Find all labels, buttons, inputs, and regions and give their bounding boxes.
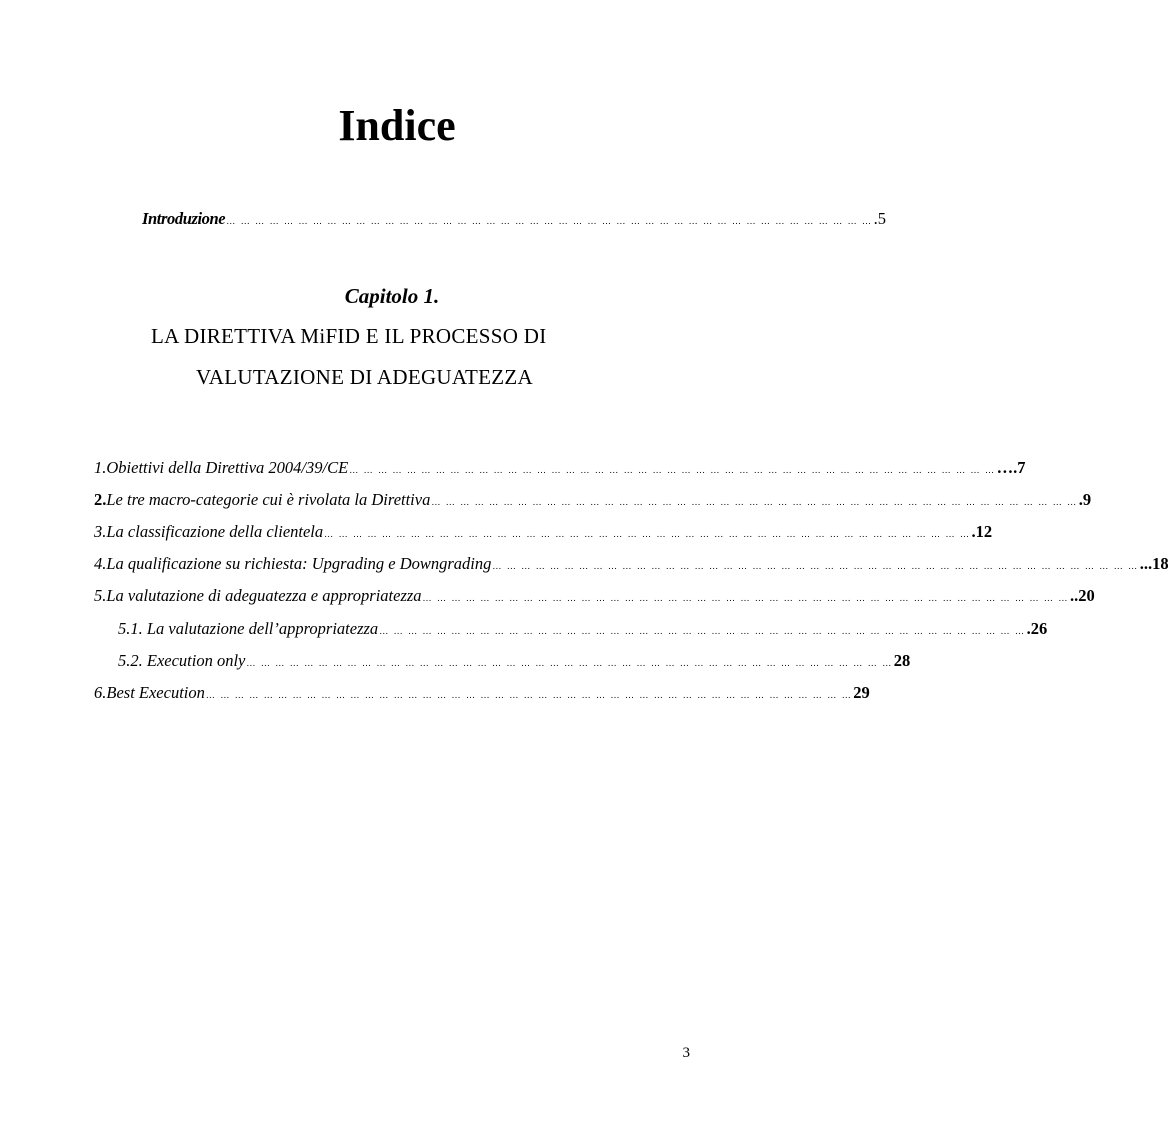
toc-entry-page: 28 <box>893 651 911 670</box>
toc-entry-number: 5. <box>94 586 107 605</box>
chapter-title-line1: LA DIRETTIVA MiFID E IL PROCESSO DI <box>151 324 547 348</box>
toc-entry-label: 5.2. Execution only <box>118 651 246 670</box>
toc-entry-page: ...18 <box>1139 554 1169 573</box>
toc-leader: … … … … … … … … … … … … … … … … … … … … … … … … … … … … … … … … … … … … … … … … … … … … … <box>492 561 1139 571</box>
toc-entry-2[interactable] <box>94 489 1092 513</box>
toc-entry-label: La qualificazione su richiesta: Upgrading e Downgrading <box>106 554 492 573</box>
chapter-title-line2: VALUTAZIONE DI ADEGUATEZZA <box>196 365 534 389</box>
toc-entry-5[interactable] <box>94 585 1095 609</box>
page-number: 3 <box>682 1045 690 1061</box>
toc-entry-number: 2. <box>94 490 107 509</box>
toc-intro-page: .5 <box>873 209 887 228</box>
toc-entry-page: 29 <box>853 683 870 702</box>
toc-entry-label: 5.1. La valutazione dell’appropriatezza <box>118 619 379 638</box>
toc-leader: … … … … … … … … … … … … … … … … … … … … … … … … … … … … … … … … … … … … … … … … … … … … … <box>205 690 853 700</box>
toc-entry-page: ….7 <box>996 458 1026 477</box>
toc-leader: … … … … … … … … … … … … … … … … … … … … … … … … … … … … … … … … … … … … … … … … … … … … … <box>422 593 1069 603</box>
toc-entry-label: Best Execution <box>106 683 205 702</box>
toc-subentry-5-1[interactable] <box>118 618 1048 642</box>
toc-entry-4[interactable] <box>94 553 1169 577</box>
toc-entry-1[interactable] <box>94 457 1026 481</box>
toc-leader: … … … … … … … … … … … … … … … … … … … … … … … … … … … … … … … … … … … … … … … … … … … … … <box>246 658 893 668</box>
toc-entry-page: .12 <box>971 522 993 541</box>
toc-entry-page: ..20 <box>1069 586 1095 605</box>
toc-entry-page: .26 <box>1026 619 1048 638</box>
toc-leader: … … … … … … … … … … … … … … … … … … … … … … … … … … … … … … … … … … … … … … … … … … … … … <box>226 216 873 226</box>
chapter-label: Capitolo 1. <box>344 284 440 308</box>
toc-intro-label: Introduzione <box>142 209 226 228</box>
toc-entry-page: .9 <box>1078 490 1092 509</box>
toc-entry-number: 4. <box>94 554 107 573</box>
toc-leader: … … … … … … … … … … … … … … … … … … … … … … … … … … … … … … … … … … … … … … … … … … … … … <box>431 497 1078 507</box>
toc-entry-label: La classificazione della clientela <box>106 522 324 541</box>
page-title: Indice <box>338 101 456 150</box>
toc-intro[interactable] <box>142 208 887 232</box>
toc-entry-number: 3. <box>94 522 107 541</box>
toc-entry-label: Obiettivi della Direttiva 2004/39/CE <box>106 458 349 477</box>
toc-entry-3[interactable] <box>94 521 993 545</box>
toc-leader: … … … … … … … … … … … … … … … … … … … … … … … … … … … … … … … … … … … … … … … … … … … … … <box>324 529 971 539</box>
toc-entry-number: 1. <box>94 458 107 477</box>
toc-entry-number: 6. <box>94 683 107 702</box>
toc-leader: … … … … … … … … … … … … … … … … … … … … … … … … … … … … … … … … … … … … … … … … … … … … … <box>349 465 996 475</box>
toc-entry-label: Le tre macro-categorie cui è rivolata la Direttiva <box>106 490 431 509</box>
toc-entry-label: La valutazione di adeguatezza e appropriatezza <box>106 586 422 605</box>
toc-subentry-5-2[interactable] <box>118 650 911 674</box>
toc-leader: … … … … … … … … … … … … … … … … … … … … … … … … … … … … … … … … … … … … … … … … … … … … … <box>379 626 1026 636</box>
toc-entry-6[interactable] <box>94 682 870 706</box>
